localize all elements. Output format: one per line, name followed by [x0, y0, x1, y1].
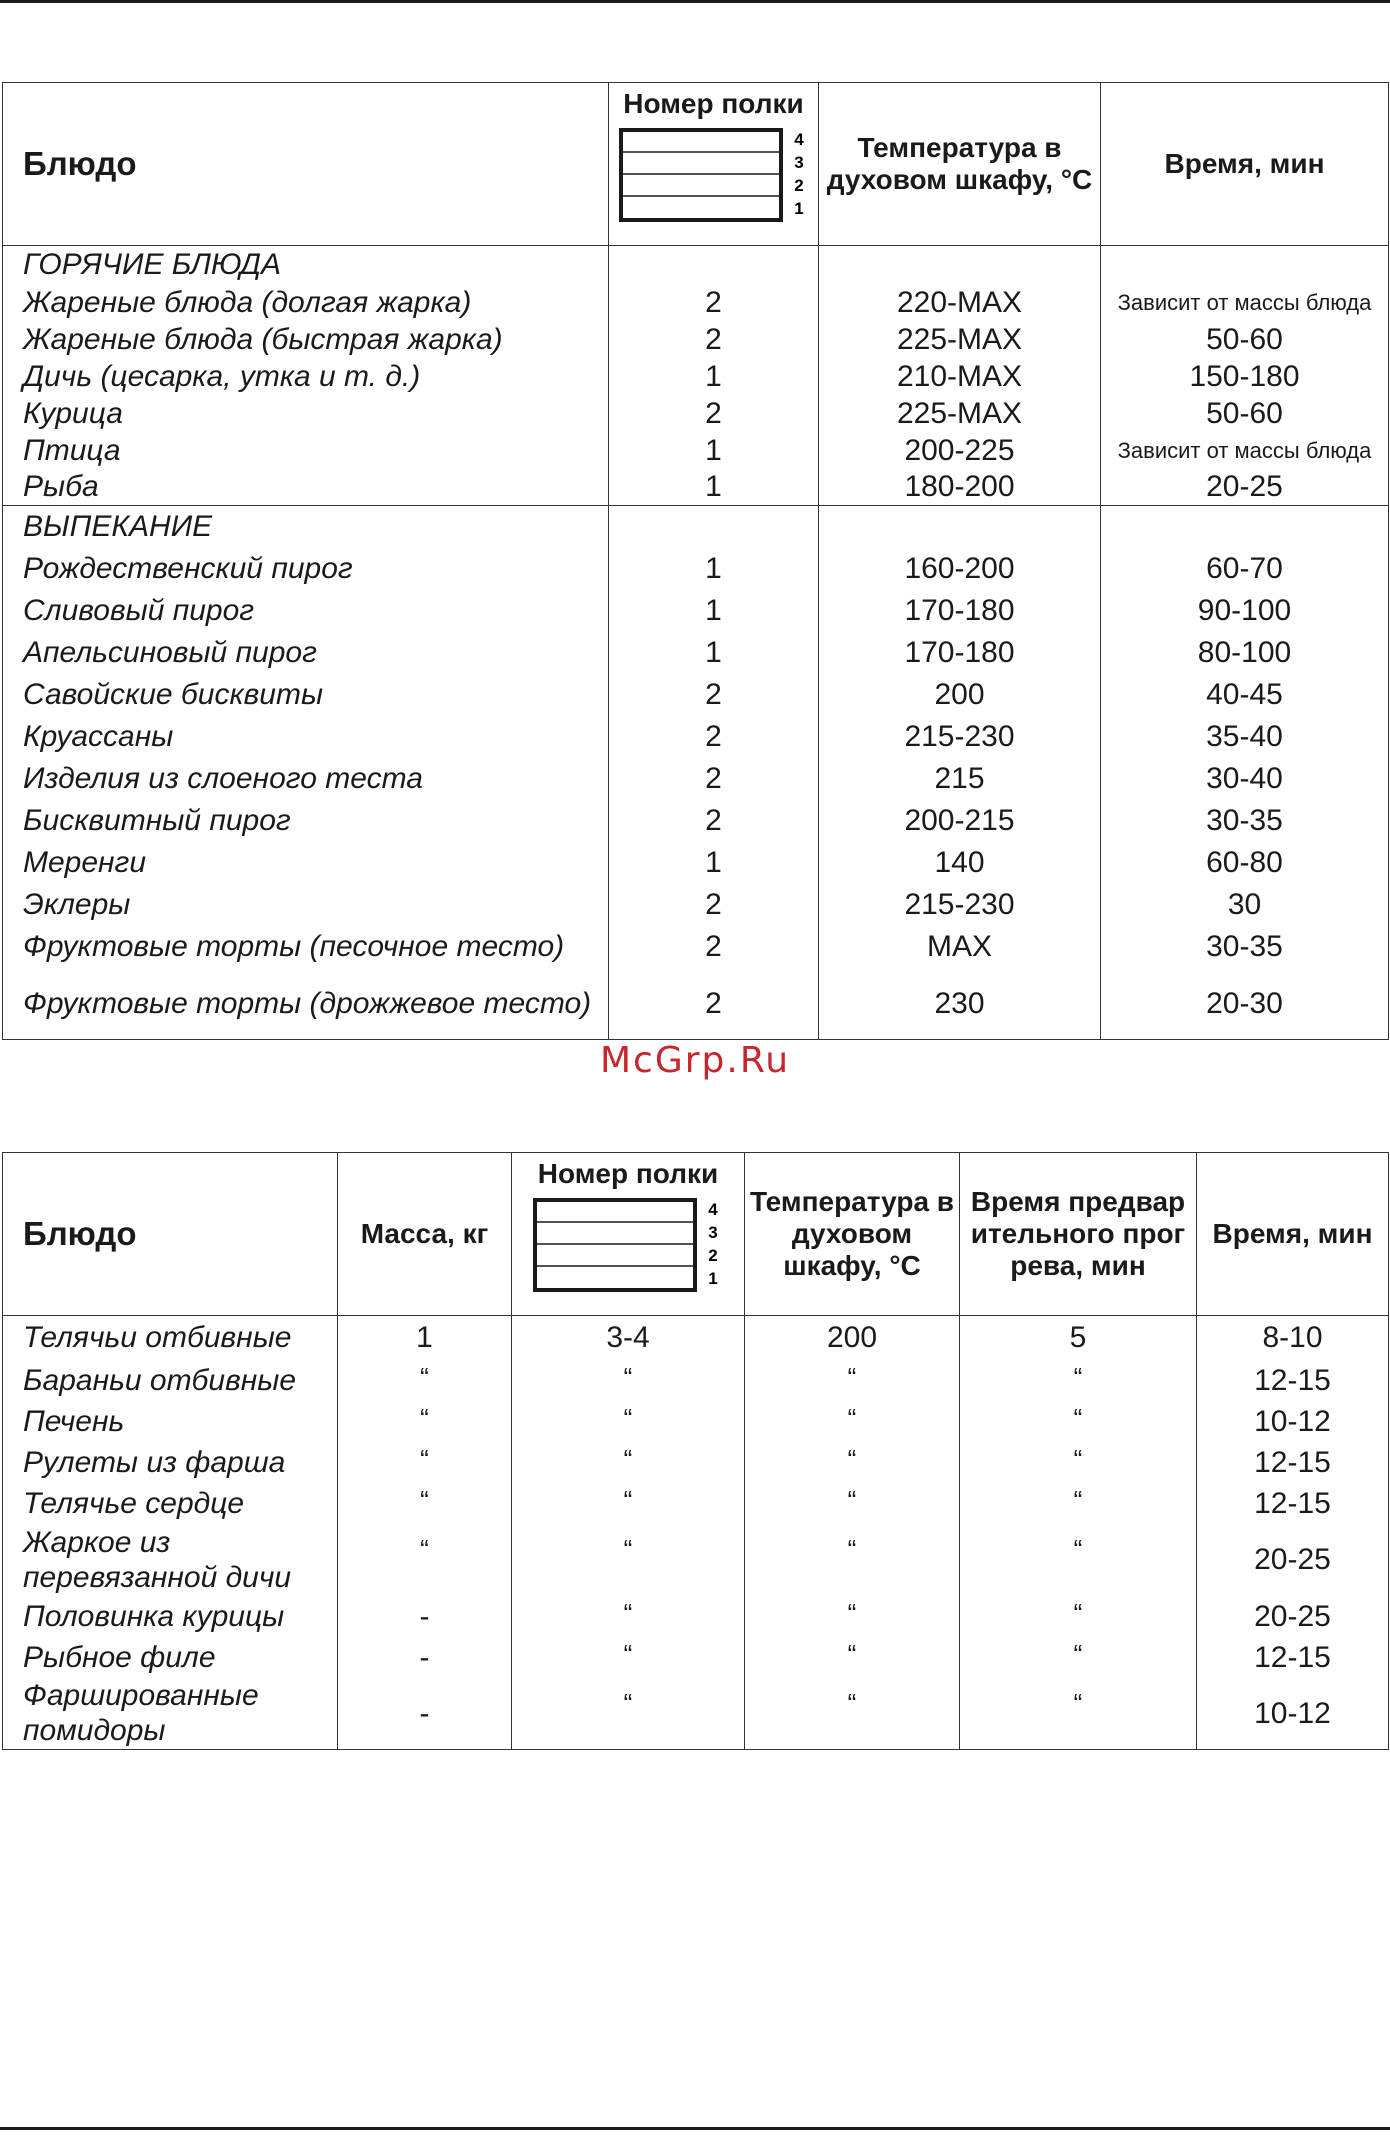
temp-value: 210-MAX: [819, 358, 1101, 395]
dish-header: Блюдо: [3, 83, 609, 246]
table-row: [3, 842, 1389, 884]
shelf-value: “: [512, 1596, 745, 1637]
shelf-value: 1: [609, 632, 819, 674]
table-row: [3, 716, 1389, 758]
temp-value: “: [745, 1442, 960, 1483]
shelf-value: 2: [609, 758, 819, 800]
time-value: 30-35: [1101, 800, 1389, 842]
temp-value: 200-215: [819, 800, 1101, 842]
time-value: 50-60: [1101, 395, 1389, 432]
table-row: [3, 1483, 1389, 1524]
table-row: [3, 548, 1389, 590]
dish-name: Апельсиновый пирог: [3, 632, 609, 674]
shelf-value: 2: [609, 284, 819, 321]
time-value: 10-12: [1197, 1401, 1389, 1442]
shelf-header: [609, 83, 819, 246]
preheat-header: Время предварительного прогрева, мин: [960, 1153, 1197, 1316]
dish-name: Рыба: [3, 469, 609, 506]
preheat-value: “: [960, 1401, 1197, 1442]
temp-value: 170-180: [819, 632, 1101, 674]
preheat-value: “: [960, 1483, 1197, 1524]
time-value: 90-100: [1101, 590, 1389, 632]
shelf-header: [512, 1153, 745, 1316]
table-row: [3, 590, 1389, 632]
time-value: 12-15: [1197, 1483, 1389, 1524]
time-header: Время, мин: [1197, 1153, 1389, 1316]
dish-name: Эклеры: [3, 884, 609, 926]
temp-value: 200: [819, 674, 1101, 716]
temp-value: MAX: [819, 926, 1101, 968]
temp-value: 230: [819, 968, 1101, 1040]
table-row: [3, 395, 1389, 432]
shelf-value: “: [512, 1524, 745, 1596]
temp-value: 225-MAX: [819, 321, 1101, 358]
shelf-value: 1: [609, 590, 819, 632]
time-value: Зависит от массы блюда: [1101, 284, 1389, 321]
section-row: [3, 506, 1389, 548]
time-value: 20-25: [1197, 1596, 1389, 1637]
mass-value: “: [338, 1442, 512, 1483]
mass-value: “: [338, 1360, 512, 1401]
table-row: [3, 469, 1389, 506]
shelf-value: 1: [609, 469, 819, 506]
shelf-header-label: Номер полки: [623, 88, 804, 119]
dish-name: Фруктовые торты (дрожжевое тесто): [3, 968, 609, 1040]
preheat-value: “: [960, 1596, 1197, 1637]
shelf-value: 2: [609, 926, 819, 968]
temperature-header: Температура в духовом шкафу, °C: [819, 83, 1101, 246]
time-value: 30: [1101, 884, 1389, 926]
dish-name: Жаркое из перевязанной дичи: [3, 1524, 338, 1596]
shelf-value: 1: [609, 358, 819, 395]
table-row: [3, 758, 1389, 800]
shelf-value: 2: [609, 716, 819, 758]
shelf-value: “: [512, 1442, 745, 1483]
mass-value: -: [338, 1596, 512, 1637]
time-value: 20-30: [1101, 968, 1389, 1040]
section-title-baking: ВЫПЕКАНИЕ: [3, 506, 609, 548]
shelf-value: 2: [609, 884, 819, 926]
time-value: 60-70: [1101, 548, 1389, 590]
shelf-value: “: [512, 1401, 745, 1442]
table-row: [3, 1637, 1389, 1678]
table-row: [3, 1401, 1389, 1442]
mass-value: -: [338, 1678, 512, 1750]
section-row: [3, 246, 1389, 284]
dish-header: Блюдо: [3, 1153, 338, 1316]
temp-value: 215-230: [819, 716, 1101, 758]
table-row: [3, 800, 1389, 842]
preheat-value: “: [960, 1678, 1197, 1750]
dish-name: Жареные блюда (долгая жарка): [3, 284, 609, 321]
dish-name: Меренги: [3, 842, 609, 884]
table-row: [3, 632, 1389, 674]
shelf-value: 3-4: [512, 1316, 745, 1360]
shelf-value: “: [512, 1483, 745, 1524]
time-value: 40-45: [1101, 674, 1389, 716]
cooking-table: [2, 82, 1389, 1040]
dish-name: Жареные блюда (быстрая жарка): [3, 321, 609, 358]
table-row: [3, 674, 1389, 716]
dish-name: Курица: [3, 395, 609, 432]
dish-name: Савойские бисквиты: [3, 674, 609, 716]
oven-shelves-icon: [533, 1198, 723, 1294]
preheat-value: “: [960, 1442, 1197, 1483]
temp-value: 200: [745, 1316, 960, 1360]
temp-value: 215: [819, 758, 1101, 800]
time-value: 12-15: [1197, 1442, 1389, 1483]
temp-value: “: [745, 1401, 960, 1442]
time-value: 60-80: [1101, 842, 1389, 884]
time-value: 10-12: [1197, 1678, 1389, 1750]
mass-value: “: [338, 1483, 512, 1524]
dish-name: Рождественский пирог: [3, 548, 609, 590]
preheat-value: “: [960, 1637, 1197, 1678]
shelf-header-label: Номер полки: [537, 1158, 719, 1189]
temp-value: 225-MAX: [819, 395, 1101, 432]
shelf-number-4: 4: [708, 1200, 718, 1219]
table-row: [3, 1360, 1389, 1401]
time-value: 8-10: [1197, 1316, 1389, 1360]
preheat-value: “: [960, 1360, 1197, 1401]
table-row: [3, 968, 1389, 1040]
shelf-value: 2: [609, 321, 819, 358]
grill-table: [2, 1152, 1389, 1750]
shelf-value: 1: [609, 842, 819, 884]
shelf-number-2: 2: [708, 1246, 718, 1265]
table-row: [3, 321, 1389, 358]
table-row: [3, 926, 1389, 968]
preheat-value: “: [960, 1524, 1197, 1596]
table-row: [3, 884, 1389, 926]
temp-value: 170-180: [819, 590, 1101, 632]
mass-value: “: [338, 1524, 512, 1596]
shelf-value: 2: [609, 674, 819, 716]
temp-value: “: [745, 1678, 960, 1750]
dish-name: Половинка курицы: [3, 1596, 338, 1637]
shelf-number-1: 1: [708, 1269, 718, 1288]
table-row: [3, 284, 1389, 321]
shelf-number-3: 3: [708, 1223, 718, 1242]
table-row: [3, 432, 1389, 469]
temp-value: 220-MAX: [819, 284, 1101, 321]
temp-value: 160-200: [819, 548, 1101, 590]
table-row: [3, 1678, 1389, 1750]
table-row: [3, 358, 1389, 395]
shelf-number-3: 3: [793, 153, 804, 172]
oven-shelves-icon: [619, 128, 809, 224]
shelf-value: 2: [609, 968, 819, 1040]
shelf-value: 1: [609, 548, 819, 590]
preheat-value: 5: [960, 1316, 1197, 1360]
shelf-number-4: 4: [793, 130, 804, 149]
time-value: 150-180: [1101, 358, 1389, 395]
mass-value: -: [338, 1637, 512, 1678]
dish-name: Бисквитный пирог: [3, 800, 609, 842]
table-row: [3, 1442, 1389, 1483]
shelf-value: 2: [609, 395, 819, 432]
time-value: 30-40: [1101, 758, 1389, 800]
time-value: 80-100: [1101, 632, 1389, 674]
dish-name: Круассаны: [3, 716, 609, 758]
temp-value: 140: [819, 842, 1101, 884]
dish-name: Рыбное филе: [3, 1637, 338, 1678]
mass-value: “: [338, 1401, 512, 1442]
dish-name: Сливовый пирог: [3, 590, 609, 632]
shelf-value: “: [512, 1637, 745, 1678]
temp-value: 200-225: [819, 432, 1101, 469]
dish-name: Печень: [3, 1401, 338, 1442]
mass-header: Масса, кг: [338, 1153, 512, 1316]
table-header-row: [3, 1153, 1389, 1316]
watermark: McGrp.Ru: [599, 1040, 791, 1081]
temp-value: 215-230: [819, 884, 1101, 926]
mass-value: 1: [338, 1316, 512, 1360]
shelf-value: 1: [609, 432, 819, 469]
temperature-header: Температура в духовом шкафу, °C: [745, 1153, 960, 1316]
shelf-value: “: [512, 1360, 745, 1401]
bottom-rule: [0, 2127, 1390, 2130]
time-value: 20-25: [1197, 1524, 1389, 1596]
shelf-number-1: 1: [793, 199, 804, 218]
dish-name: Рулеты из фарша: [3, 1442, 338, 1483]
dish-name: Телячьи отбивные: [3, 1316, 338, 1360]
dish-name: Бараньи отбивные: [3, 1360, 338, 1401]
table-row: [3, 1596, 1389, 1637]
table-row: [3, 1316, 1389, 1360]
temp-value: “: [745, 1637, 960, 1678]
time-value: 20-25: [1101, 469, 1389, 506]
dish-name: Изделия из слоеного теста: [3, 758, 609, 800]
dish-name: Фаршированные помидоры: [3, 1678, 338, 1750]
time-value: Зависит от массы блюда: [1101, 432, 1389, 469]
time-value: 30-35: [1101, 926, 1389, 968]
temp-value: “: [745, 1596, 960, 1637]
time-value: 12-15: [1197, 1360, 1389, 1401]
table-row: [3, 1524, 1389, 1596]
dish-name: Фруктовые торты (песочное тесто): [3, 926, 609, 968]
time-value: 12-15: [1197, 1637, 1389, 1678]
time-value: 50-60: [1101, 321, 1389, 358]
shelf-value: 2: [609, 800, 819, 842]
time-value: 35-40: [1101, 716, 1389, 758]
dish-name: Телячье сердце: [3, 1483, 338, 1524]
temp-value: “: [745, 1483, 960, 1524]
dish-name: Птица: [3, 432, 609, 469]
shelf-number-2: 2: [793, 176, 804, 195]
top-rule: [0, 0, 1390, 3]
temp-value: “: [745, 1524, 960, 1596]
shelf-value: “: [512, 1678, 745, 1750]
dish-name: Дичь (цесарка, утка и т. д.): [3, 358, 609, 395]
temp-value: “: [745, 1360, 960, 1401]
section-title-hot: ГОРЯЧИЕ БЛЮДА: [3, 246, 609, 284]
temp-value: 180-200: [819, 469, 1101, 506]
time-header: Время, мин: [1101, 83, 1389, 246]
table-header-row: [3, 83, 1389, 246]
